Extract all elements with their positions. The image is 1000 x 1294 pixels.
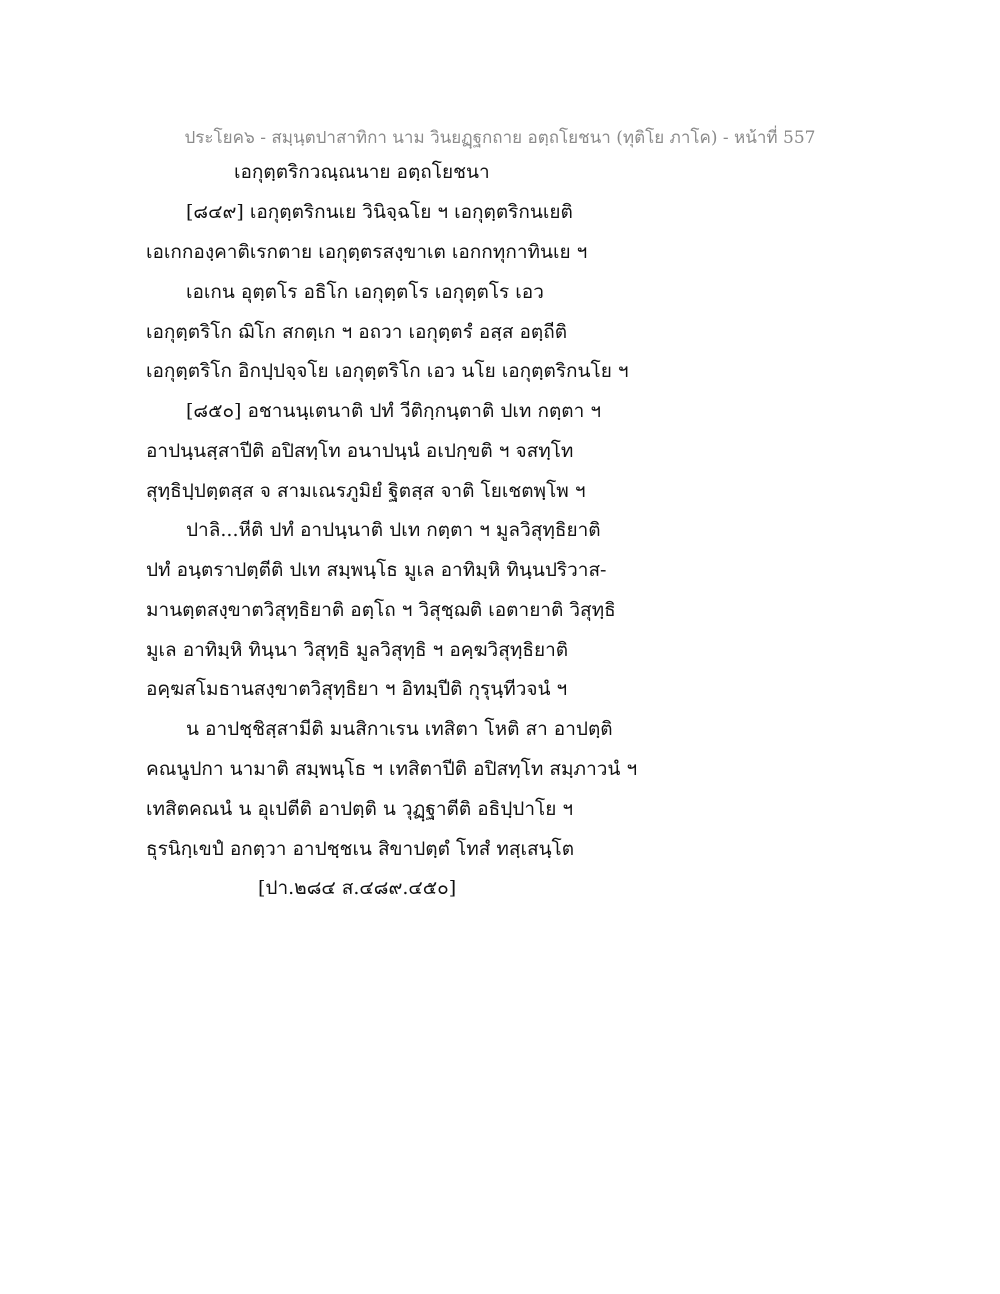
text-line: คณนูปกา นามาติ สมฺพนฺโธ ฯ เทสิตาปีติ อปิสทฺโท สมฺภาวนํ ฯ	[146, 758, 638, 780]
text-line: [๘๕๐] อชานนฺเตนาติ ปทํ วีติกฺกนฺตาติ ปเท กตฺตา ฯ	[186, 400, 602, 422]
text-line: ธุรนิกฺเขปํ อกตฺวา อาปชฺชเน สิขาปตฺตํ โทสํ ทสฺเสนฺโต	[146, 838, 575, 860]
text-line: ปทํ อนฺตราปตฺตีติ ปเท สมฺพนฺโธ มูเล อาทิมฺหิ ทินฺนปริวาส-	[146, 559, 607, 581]
page-reference: [ปา.๒๘๔ ส.๔๘๙.๔๕๐]	[258, 877, 457, 899]
text-line: อคฺฆสโมธานสงฺขาตวิสุทฺธิยา ฯ อิทมฺปีติ กุรุนฺทีวจนํ ฯ	[146, 678, 568, 700]
text-line: เอเกกองฺคาติเรกตาย เอกุตฺตรสงฺขาเต เอกกทุกาทินเย ฯ	[146, 241, 588, 263]
text-line: [๘๔๙] เอกุตฺตริกนเย วินิจฺฉโย ฯ เอกุตฺตริกนเยติ	[186, 201, 573, 223]
text-line: สุทฺธิปฺปตฺตสฺส จ สามเณรภูมิยํ ฐิตสฺส จาติ โยเชตพฺโพ ฯ	[146, 480, 586, 502]
text-line: อาปนฺนสฺสาปีติ อปิสทฺโท อนาปนฺนํ อเปกฺขติ ฯ จสทฺโท	[146, 440, 574, 462]
text-line: เอกุตฺตริโก อิกปฺปจฺจโย เอกุตฺตริโก เอว นโย เอกุตฺตริกนโย ฯ	[146, 360, 629, 382]
text-line: เอเกน อุตฺตโร อธิโก เอกุตฺตโร เอกุตฺตโร เอว	[186, 281, 544, 303]
text-line: มานตฺตสงฺขาตวิสุทฺธิยาติ อตฺโถ ฯ วิสุชฺฌติ เอตายาติ วิสุทฺธิ	[146, 599, 616, 621]
running-header: ประโยค๖ - สมฺนฺตปาสาทิกา นาม วินยฏฺฐกถาย อตฺถโยชนา (ทุติโย ภาโค) - หน้าที่ 557	[184, 128, 816, 148]
text-line: น อาปชฺชิสฺสามีติ มนสิกาเรน เทสิตา โหติ สา อาปตฺติ	[186, 718, 613, 740]
section-heading: เอกุตฺตริกวณฺณนาย อตฺถโยชนา	[234, 161, 490, 183]
text-line: มูเล อาทิมฺหิ ทินฺนา วิสุทฺธิ มูลวิสุทฺธิ ฯ อคฺฆวิสุทฺธิยาติ	[146, 639, 569, 661]
text-line: เอกุตฺตริโก ฌิโก สกตฺเก ฯ อถวา เอกุตฺตรํ อสฺส อตฺถีติ	[146, 321, 568, 343]
text-line: ปาลิ...หีติ ปทํ อาปนฺนาติ ปเท กตฺตา ฯ มูลวิสุทฺธิยาติ	[186, 519, 601, 541]
text-line: เทสิตคณนํ น อุเปตีติ อาปตฺติ น วุฏฺฐาตีติ อธิปฺปาโย ฯ	[146, 798, 574, 820]
